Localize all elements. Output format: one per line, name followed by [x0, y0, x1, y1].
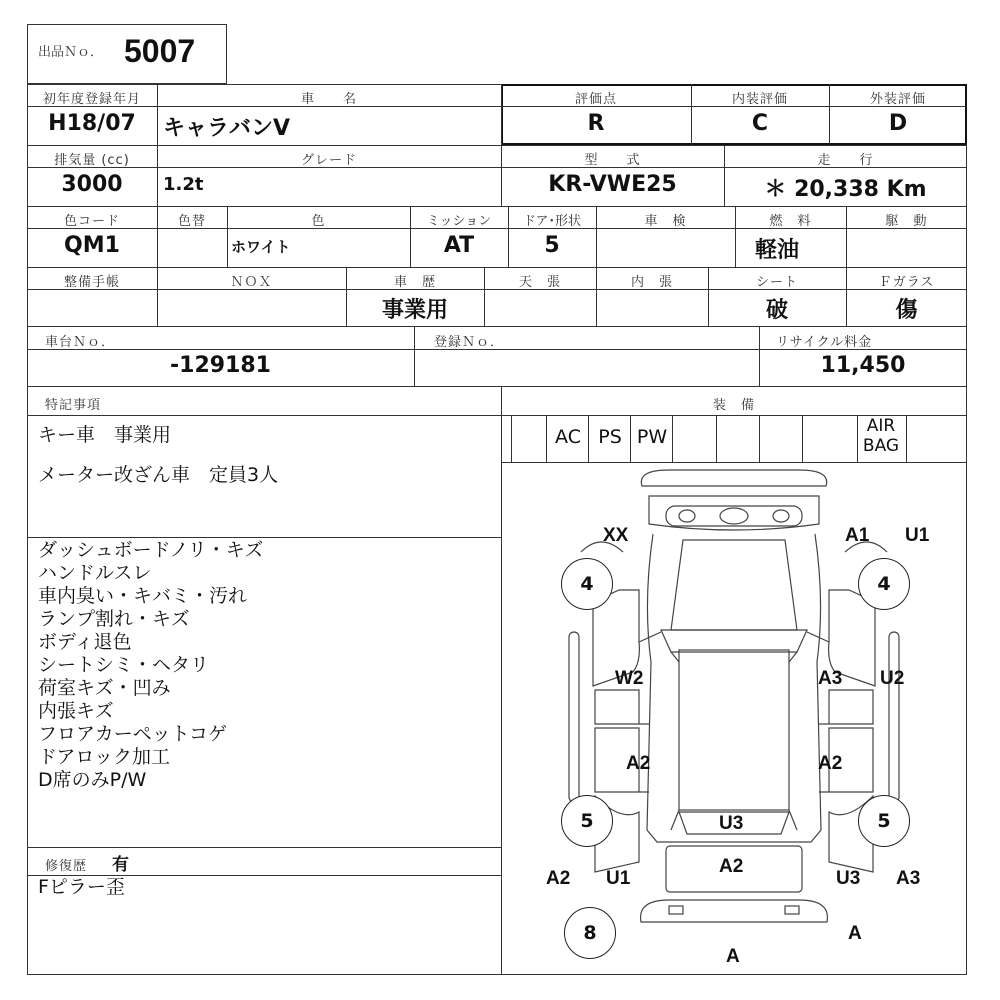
nox-label: ＮＯＸ [230, 275, 273, 290]
damage-mark-roof-rear: U3 [719, 813, 744, 834]
note-list-item: 内張キズ [38, 700, 114, 722]
note-list-item: シートシミ・ヘタリ [38, 654, 210, 676]
model-code-label: 型 式 [584, 153, 641, 168]
note-line-2: メーター改ざん車 定員3人 [38, 464, 279, 486]
note-list-item: フロアカーペットコゲ [38, 723, 228, 745]
score-label: 評価点 [574, 92, 617, 107]
exterior-grade-value: D [888, 111, 908, 136]
equipment-pw: PW [630, 415, 673, 462]
fuel-value: 軽油 [754, 238, 799, 263]
damage-mark-rear-right-corner: A [848, 923, 862, 944]
note-list-item: 荷室キズ・凹み [38, 677, 171, 699]
note-list-item: ダッシュボードノリ・キズ [38, 539, 264, 561]
registration-number-label: 登録Ｎｏ． [434, 335, 505, 350]
mileage-label: 走 行 [817, 153, 874, 168]
vehicle-diagram [501, 462, 967, 975]
tyre-rear-right: 5 [858, 795, 910, 847]
color-code-label: 色コード [63, 214, 120, 229]
grade-value: 1.2t [163, 174, 204, 195]
recycle-fee-value: 11,450 [820, 353, 906, 378]
recycle-fee-label: リサイクル料金 [776, 335, 873, 350]
transmission-label: ミッション [426, 214, 492, 229]
lot-number: 5007 [124, 33, 196, 69]
damage-mark-right-door-a: A3 [818, 668, 843, 689]
note-list-item: D席のみP/W [38, 769, 147, 791]
damage-mark-right-side: A2 [818, 753, 843, 774]
tyre-front-right: 4 [858, 558, 910, 610]
equipment-cell [759, 415, 803, 462]
repair-history-label: 修復歴 [45, 859, 88, 874]
damage-mark-rear-left-u: U1 [606, 868, 631, 889]
score-value: R [587, 111, 605, 136]
equipment-cell [672, 415, 717, 462]
damage-mark-rear-right-u: U3 [836, 868, 861, 889]
fuel-label: 燃 料 [769, 214, 812, 229]
interior-grade-value: C [751, 111, 769, 136]
repaint-label: 色替 [177, 214, 206, 229]
door-count-value: 5 [544, 233, 560, 258]
lot-number-label: 出品Ｎｏ． [38, 45, 104, 60]
mileage-value: ＊ 20,338 Km [764, 177, 927, 202]
color-label: 色 [311, 214, 326, 229]
seat-label: シート [755, 275, 798, 290]
repair-history-value: 有 [112, 855, 129, 875]
service-book-label: 整備手帳 [63, 275, 120, 290]
notes-label: 特記事項 [45, 398, 102, 413]
exterior-grade-label: 外装評価 [869, 92, 926, 107]
displacement-value: 3000 [61, 172, 123, 197]
chassis-number-label: 車台Ｎｏ． [45, 335, 116, 350]
car-name-label: 車 名 [300, 92, 357, 107]
inspection-label: 車 検 [644, 214, 687, 229]
equipment-ac: AC [546, 415, 589, 462]
tyre-rear-left: 5 [561, 795, 613, 847]
damage-mark-left-side: A2 [626, 753, 651, 774]
damage-mark-left-door: W2 [615, 668, 644, 689]
repair-note: Fピラー歪 [38, 876, 125, 898]
first-registration-value: H18/07 [48, 111, 136, 136]
damage-mark-right-door-u: U2 [880, 668, 905, 689]
color-code-value: QM1 [64, 233, 120, 258]
front-glass-value: 傷 [895, 298, 918, 323]
damage-mark-rear-right-a: A3 [896, 868, 921, 889]
equipment-grid [501, 415, 967, 462]
seat-value: 破 [765, 298, 788, 323]
drive-label: 駆 動 [885, 214, 928, 229]
lot-number-box [27, 24, 227, 84]
vehicle-history-label: 車 歴 [393, 275, 436, 290]
equipment-airbag: AIR BAG [856, 416, 907, 462]
note-list-item: ボディ退色 [38, 631, 132, 653]
equipment-cell [802, 415, 858, 462]
note-list-item: ドアロック加工 [38, 746, 171, 768]
note-list-item: 車内臭い・キバミ・汚れ [38, 585, 248, 607]
displacement-label: 排気量 (cc) [54, 153, 130, 168]
front-glass-label: Ｆガラス [878, 275, 935, 290]
damage-mark-front: XX [603, 525, 629, 546]
equipment-ps: PS [588, 415, 631, 462]
car-name-value: キャラバンV [163, 116, 291, 141]
note-list-item: ランプ割れ・キズ [38, 608, 190, 630]
model-code-value: KR-VWE25 [548, 172, 677, 197]
damage-mark-rear-bumper: A [726, 946, 740, 967]
equipment-label: 装 備 [712, 398, 755, 413]
tyre-front-left: 4 [561, 558, 613, 610]
interior-grade-label: 内装評価 [731, 92, 788, 107]
damage-mark-front-right-a: A1 [845, 525, 870, 546]
equipment-cell [716, 415, 760, 462]
note-line-1: キー車 事業用 [38, 424, 172, 446]
damage-mark-rear-panel: A2 [719, 856, 744, 877]
chassis-number-value: -129181 [170, 353, 271, 378]
vehicle-history-value: 事業用 [381, 298, 448, 323]
first-registration-label: 初年度登録年月 [42, 92, 141, 107]
interior-trim-label: 内 張 [630, 275, 673, 290]
ceiling-label: 天 張 [518, 275, 561, 290]
damage-mark-front-right-u: U1 [905, 525, 930, 546]
damage-mark-rear-left-a: A2 [546, 868, 571, 889]
grade-label: グレード [300, 153, 357, 168]
note-list-item: ハンドルスレ [38, 562, 152, 584]
door-shape-label: ドア･形状 [522, 214, 582, 229]
tyre-spare: 8 [564, 907, 616, 959]
color-value: ホワイト [231, 238, 291, 256]
transmission-value: AT [443, 233, 475, 258]
